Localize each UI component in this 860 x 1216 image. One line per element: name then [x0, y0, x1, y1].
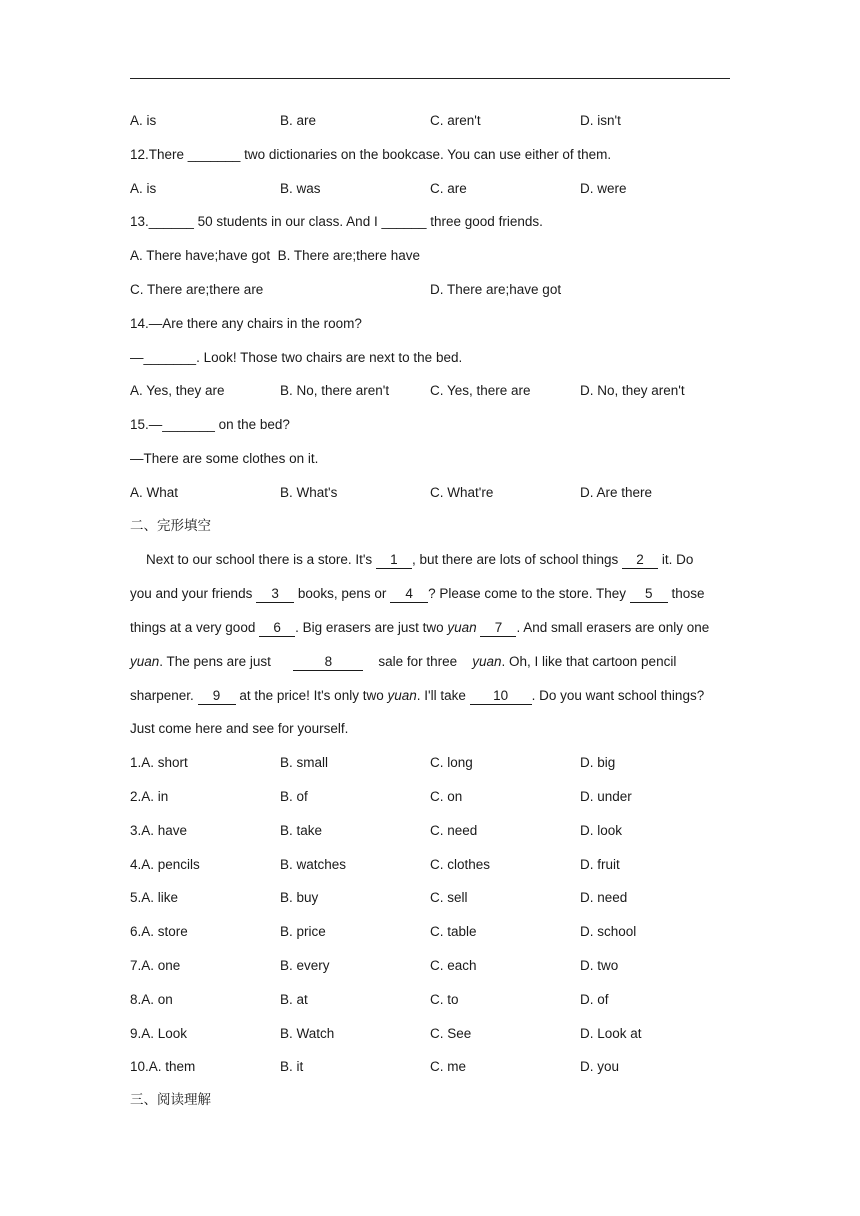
option: D. under: [580, 788, 632, 804]
blank-9: 9: [198, 688, 236, 705]
option: C. on: [430, 788, 463, 804]
blank-6: 6: [259, 620, 295, 637]
option: D. need: [580, 890, 628, 906]
option: 6.A. store: [130, 924, 188, 940]
option: B. at: [280, 991, 308, 1007]
option: 1.A. short: [130, 755, 188, 771]
option: 5.A. like: [130, 890, 179, 906]
q14-reply: —_______. Look! Those two chairs are next to the bed.: [130, 349, 463, 365]
option: C. Yes, there are: [430, 383, 531, 399]
option: 10.A. them: [130, 1059, 196, 1075]
option: A. There have;have got: [130, 248, 271, 264]
option: C. long: [430, 755, 473, 771]
section-title-cloze: 二、完形填空: [130, 517, 211, 534]
option: C. to: [430, 991, 459, 1007]
option: C. each: [430, 957, 477, 973]
cloze-options-5: [130, 881, 730, 915]
option: 8.A. on: [130, 991, 173, 1007]
option: C. clothes: [430, 856, 491, 872]
option: B. buy: [280, 890, 319, 906]
passage-line-2: you and your friends 3 books, pens or 4 ? Please come to the store. They 5 those: [130, 586, 705, 602]
blank-7: 7: [480, 620, 516, 637]
passage-line-5: sharpener. 9 at the price! It's only two yuan. I'll take 10 . Do you want school things?: [130, 687, 705, 703]
blank-1: 1: [376, 552, 412, 569]
option: D. No, they aren't: [580, 383, 685, 399]
q12-options: [130, 172, 730, 206]
option: D. of: [580, 991, 609, 1007]
cloze-options-3: [130, 814, 730, 848]
option: B. take: [280, 822, 323, 838]
cloze-options-10: [130, 1050, 730, 1084]
q13-stem: 13.______ 50 students in our class. And I ______ three good friends.: [130, 214, 543, 230]
option: D. look: [580, 822, 623, 838]
document-body: [130, 104, 730, 1118]
option: C. need: [430, 822, 478, 838]
option: B. every: [280, 957, 330, 973]
blank-2: 2: [622, 552, 658, 569]
option: B. What's: [280, 484, 338, 500]
option: C. See: [430, 1025, 472, 1041]
option: C. sell: [430, 890, 468, 906]
q11-options: [130, 104, 730, 138]
blank-10: 10: [470, 688, 532, 705]
option: B. There are;there have: [277, 248, 420, 264]
option: C. are: [430, 180, 467, 196]
option: D. Look at: [580, 1025, 642, 1041]
q15-reply: —There are some clothes on it.: [130, 450, 319, 466]
option: B. was: [280, 180, 321, 196]
passage-line-3: things at a very good 6 . Big erasers are just two yuan 7 . And small erasers are only one: [130, 619, 710, 635]
blank-4: 4: [390, 586, 428, 603]
option: 7.A. one: [130, 957, 181, 973]
option: B. are: [280, 113, 317, 128]
blank-5: 5: [630, 586, 668, 603]
cloze-options-2: [130, 780, 730, 814]
option: D. There are;have got: [430, 281, 562, 297]
cloze-options-8: [130, 983, 730, 1017]
option: 2.A. in: [130, 788, 169, 804]
option: D. two: [580, 957, 619, 973]
cloze-options-6: [130, 915, 730, 949]
option: C. me: [430, 1059, 467, 1075]
option: B. watches: [280, 856, 347, 872]
option: D. you: [580, 1059, 620, 1075]
passage-line-6: Just come here and see for yourself.: [130, 721, 349, 737]
passage-line-1: Next to our school there is a store. It's 1 , but there are lots of school things 2 it. Do: [146, 552, 694, 568]
option: B. of: [280, 788, 308, 804]
blank-3: 3: [256, 586, 294, 603]
option: 9.A. Look: [130, 1025, 188, 1041]
q14-options: [130, 374, 730, 408]
q12-stem: 12.There _______ two dictionaries on the bookcase. You can use either of them.: [130, 146, 612, 162]
option: C. table: [430, 924, 477, 940]
option: C. aren't: [430, 113, 481, 128]
option: B. it: [280, 1059, 304, 1075]
option: A. Yes, they are: [130, 383, 225, 399]
option: B. small: [280, 755, 329, 771]
option: D. were: [580, 180, 627, 196]
section-title-reading: 三、阅读理解: [130, 1092, 211, 1109]
option: D. Are there: [580, 484, 653, 500]
option: B. Watch: [280, 1025, 335, 1041]
passage-line-4: yuan. The pens are just 8 sale for three yuan. Oh, I like that cartoon pencil: [130, 653, 677, 669]
option: A. is: [130, 113, 157, 128]
option: D. school: [580, 924, 637, 940]
option: B. price: [280, 924, 326, 940]
option: D. fruit: [580, 856, 620, 872]
option: A. is: [130, 180, 157, 196]
cloze-options-9: [130, 1017, 730, 1051]
option: B. No, there aren't: [280, 383, 390, 399]
blank-8: 8: [293, 654, 363, 671]
q15-options: [130, 476, 730, 510]
cloze-options-7: [130, 949, 730, 983]
option: C. There are;there are: [130, 281, 264, 297]
q14-stem: 14.—Are there any chairs in the room?: [130, 315, 362, 331]
option: C. What're: [430, 484, 494, 500]
option: D. big: [580, 755, 616, 771]
header-rule: [130, 78, 730, 79]
cloze-options-1: [130, 746, 730, 780]
q13-options-row2: [130, 273, 730, 307]
q15-stem: 15.—_______ on the bed?: [130, 417, 290, 433]
cloze-options-4: [130, 848, 730, 882]
q13-options-row1: [130, 239, 730, 273]
option: 4.A. pencils: [130, 856, 200, 872]
option: D. isn't: [580, 113, 621, 128]
option: 3.A. have: [130, 822, 188, 838]
option: A. What: [130, 484, 179, 500]
